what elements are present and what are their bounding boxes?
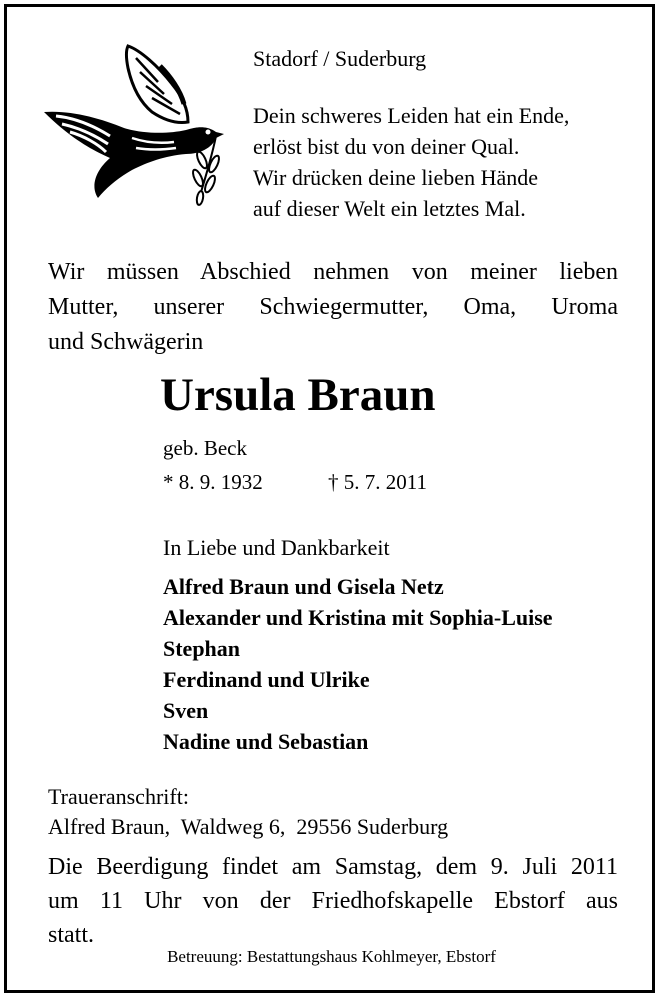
mourner-name: Alexander und Kristina mit Sophia-Luise bbox=[163, 605, 553, 630]
poem-line: auf dieser Welt ein letztes Mal. bbox=[253, 196, 526, 221]
funeral-info bbox=[48, 850, 618, 952]
birth-date: * 8. 9. 1932 bbox=[163, 470, 263, 494]
mourners-intro: In Liebe und Dankbarkeit bbox=[163, 535, 390, 560]
funeral-line: um 11 Uhr von der Friedhofskapelle Ebstorf aus bbox=[48, 888, 618, 914]
memorial-poem bbox=[253, 100, 569, 224]
funeral-line: statt. bbox=[48, 922, 94, 948]
deceased-name: Ursula Braun bbox=[160, 369, 436, 421]
mourner-name: Ferdinand und Ulrike bbox=[163, 667, 370, 692]
poem-line: erlöst bist du von deiner Qual. bbox=[253, 134, 520, 159]
mourner-name: Stephan bbox=[163, 636, 241, 661]
undertaker-credit: Betreuung: Bestattungshaus Kohlmeyer, Ebstorf bbox=[167, 947, 496, 966]
intro-line: Mutter, unserer Schwiegermutter, Oma, Uroma bbox=[48, 294, 618, 320]
mourning-address: Alfred Braun, Waldweg 6, 29556 Suderburg bbox=[48, 814, 449, 839]
mourner-name: Sven bbox=[163, 698, 209, 723]
mourning-address-label: Traueranschrift: bbox=[48, 784, 189, 809]
farewell-intro bbox=[48, 255, 618, 360]
intro-line: und Schwägerin bbox=[48, 329, 204, 355]
birth-name: geb. Beck bbox=[163, 436, 247, 460]
poem-line: Dein schweres Leiden hat ein Ende, bbox=[253, 103, 570, 128]
intro-line: Wir müssen Abschied nehmen von meiner lieben bbox=[48, 259, 618, 285]
funeral-line: Die Beerdigung findet am Samstag, dem 9. Juli 2011 bbox=[48, 854, 618, 880]
mourner-name: Alfred Braun und Gisela Netz bbox=[163, 574, 444, 599]
location-heading: Stadorf / Suderburg bbox=[253, 46, 427, 71]
poem-line: Wir drücken deine lieben Hände bbox=[253, 165, 538, 190]
mourners-list bbox=[163, 571, 553, 757]
life-dates bbox=[163, 470, 427, 495]
death-date: † 5. 7. 2011 bbox=[328, 470, 427, 494]
mourner-name: Nadine und Sebastian bbox=[163, 729, 369, 754]
dove-with-olive-branch-icon bbox=[40, 38, 230, 208]
